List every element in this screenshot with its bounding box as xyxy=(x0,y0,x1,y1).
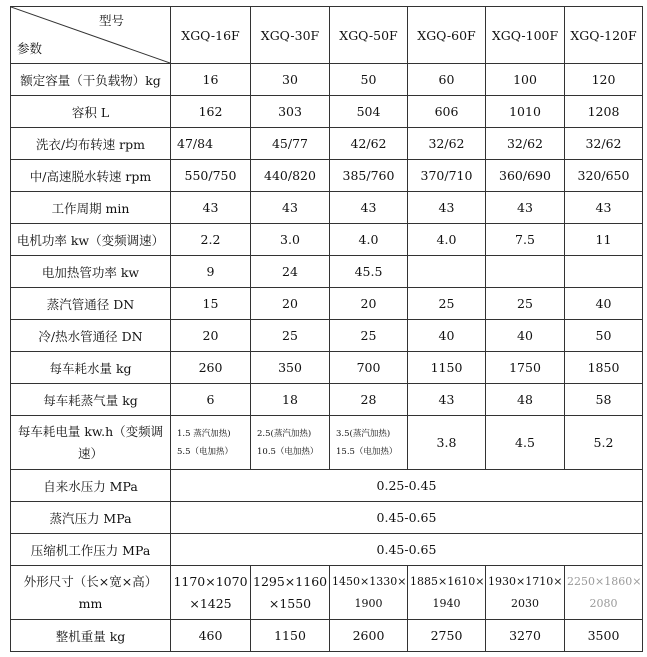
cell-value: 40 xyxy=(408,320,486,352)
cell-line: 2030 xyxy=(511,596,539,610)
row-label-line: mm xyxy=(78,595,103,611)
cell-value: 20 xyxy=(171,320,251,352)
cell-value: 25 xyxy=(408,288,486,320)
table-row xyxy=(11,384,643,416)
row-label: 洗衣/均布转速 rpm xyxy=(11,128,171,160)
cell-value: 7.5 xyxy=(486,224,565,256)
model-header: XGQ-30F xyxy=(251,7,330,64)
cell-line: ×1550 xyxy=(268,595,312,611)
cell-value-multiline xyxy=(251,416,330,470)
spec-table xyxy=(10,6,643,652)
cell-value: 3.8 xyxy=(408,416,486,470)
cell-value: 3500 xyxy=(565,620,643,652)
row-label: 每车耗电量 kw.h（变频调速） xyxy=(11,416,171,470)
table-row xyxy=(11,160,643,192)
cell-value: 4.0 xyxy=(330,224,408,256)
table-row xyxy=(11,352,643,384)
cell-value: 25 xyxy=(330,320,408,352)
cell-value: 9 xyxy=(171,256,251,288)
cell-value: 320/650 xyxy=(565,160,643,192)
cell-line: 10.5（电加热） xyxy=(257,446,319,457)
cell-value: 2.2 xyxy=(171,224,251,256)
cell-value-multiline xyxy=(251,566,330,620)
cell-line: 5.5（电加热） xyxy=(177,446,234,457)
cell-value: 3270 xyxy=(486,620,565,652)
row-label: 电加热管功率 kw xyxy=(11,256,171,288)
cell-value: 32/62 xyxy=(486,128,565,160)
header-row xyxy=(11,7,643,64)
parameter-header-label: 参数 xyxy=(17,41,43,56)
cell-value: 440/820 xyxy=(251,160,330,192)
cell-value: 6 xyxy=(171,384,251,416)
cell-value: 30 xyxy=(251,64,330,96)
cell-value: 100 xyxy=(486,64,565,96)
cell-value: 16 xyxy=(171,64,251,96)
cell-value: 43 xyxy=(251,192,330,224)
row-label: 自来水压力 MPa xyxy=(11,470,171,502)
cell-value: 25 xyxy=(486,288,565,320)
cell-value: 162 xyxy=(171,96,251,128)
cell-value: 5.2 xyxy=(565,416,643,470)
model-header: XGQ-100F xyxy=(486,7,565,64)
table-row xyxy=(11,64,643,96)
model-header: XGQ-120F xyxy=(565,7,643,64)
cell-line: 2080 xyxy=(589,596,618,610)
cell-value xyxy=(408,256,486,288)
cell-value: 42/62 xyxy=(330,128,408,160)
cell-value: 43 xyxy=(565,192,643,224)
cell-line: 1.5 蒸汽加热) xyxy=(177,428,231,439)
cell-value: 1850 xyxy=(565,352,643,384)
table-row xyxy=(11,288,643,320)
table-row xyxy=(11,128,643,160)
cell-value: 3.0 xyxy=(251,224,330,256)
cell-value: 260 xyxy=(171,352,251,384)
spec-table-container xyxy=(10,6,642,652)
model-header: XGQ-50F xyxy=(330,7,408,64)
cell-value: 2600 xyxy=(330,620,408,652)
cell-value: 303 xyxy=(251,96,330,128)
cell-line: 15.5（电加热） xyxy=(336,446,398,457)
cell-value: 11 xyxy=(565,224,643,256)
cell-value: 43 xyxy=(171,192,251,224)
cell-value: 40 xyxy=(486,320,565,352)
cell-value: 32/62 xyxy=(408,128,486,160)
row-label: 容积 L xyxy=(11,96,171,128)
row-label: 中/高速脱水转速 rpm xyxy=(11,160,171,192)
row-label: 冷/热水管通径 DN xyxy=(11,320,171,352)
table-row xyxy=(11,534,643,566)
table-row xyxy=(11,192,643,224)
cell-value: 1750 xyxy=(486,352,565,384)
cell-value: 460 xyxy=(171,620,251,652)
cell-value: 58 xyxy=(565,384,643,416)
row-label: 每车耗水量 kg xyxy=(11,352,171,384)
row-label: 整机重量 kg xyxy=(11,620,171,652)
cell-value: 504 xyxy=(330,96,408,128)
cell-value: 43 xyxy=(408,192,486,224)
cell-value: 50 xyxy=(330,64,408,96)
table-row xyxy=(11,566,643,620)
cell-value: 1150 xyxy=(408,352,486,384)
cell-value: 2750 xyxy=(408,620,486,652)
table-row xyxy=(11,620,643,652)
merged-cell-value: 0.25-0.45 xyxy=(171,470,643,502)
cell-line: 1940 xyxy=(432,596,461,610)
cell-value: 43 xyxy=(408,384,486,416)
cell-value: 20 xyxy=(330,288,408,320)
row-label: 电机功率 kw（变频调速） xyxy=(11,224,171,256)
cell-value: 4.5 xyxy=(486,416,565,470)
corner-header-cell xyxy=(11,7,171,64)
cell-value: 47/84 xyxy=(171,128,251,160)
cell-value: 1010 xyxy=(486,96,565,128)
cell-value-multiline xyxy=(171,566,251,620)
cell-line: 3.5(蒸汽加热) xyxy=(336,428,391,439)
cell-line: 2250×1860× xyxy=(567,574,642,588)
cell-value xyxy=(486,256,565,288)
model-header-label: 型号 xyxy=(98,13,124,28)
cell-value xyxy=(565,256,643,288)
cell-value: 606 xyxy=(408,96,486,128)
cell-value-multiline xyxy=(486,566,565,620)
cell-value-multiline xyxy=(330,416,408,470)
cell-value: 360/690 xyxy=(486,160,565,192)
merged-cell-value: 0.45-0.65 xyxy=(171,502,643,534)
table-row xyxy=(11,416,643,470)
cell-value: 18 xyxy=(251,384,330,416)
cell-value: 45/77 xyxy=(251,128,330,160)
cell-value: 40 xyxy=(565,288,643,320)
model-header: XGQ-60F xyxy=(408,7,486,64)
row-label: 压缩机工作压力 MPa xyxy=(11,534,171,566)
table-row xyxy=(11,502,643,534)
cell-value: 1150 xyxy=(251,620,330,652)
model-header: XGQ-16F xyxy=(171,7,251,64)
cell-value: 15 xyxy=(171,288,251,320)
cell-value: 43 xyxy=(486,192,565,224)
row-label xyxy=(11,566,171,620)
cell-value: 20 xyxy=(251,288,330,320)
cell-line: 1885×1610× xyxy=(410,574,485,588)
cell-value: 370/710 xyxy=(408,160,486,192)
row-label: 工作周期 min xyxy=(11,192,171,224)
row-label: 蒸汽压力 MPa xyxy=(11,502,171,534)
table-row xyxy=(11,256,643,288)
table-row xyxy=(11,96,643,128)
cell-value: 60 xyxy=(408,64,486,96)
cell-line: 2.5(蒸汽加热) xyxy=(257,428,312,439)
cell-line: 1930×1710× xyxy=(488,574,563,588)
cell-value: 43 xyxy=(330,192,408,224)
row-label: 每车耗蒸气量 kg xyxy=(11,384,171,416)
cell-value: 24 xyxy=(251,256,330,288)
cell-value: 50 xyxy=(565,320,643,352)
cell-value: 550/750 xyxy=(171,160,251,192)
cell-value: 45.5 xyxy=(330,256,408,288)
cell-line: 1900 xyxy=(354,596,383,610)
row-label: 蒸汽管通径 DN xyxy=(11,288,171,320)
table-row xyxy=(11,320,643,352)
cell-value-multiline xyxy=(408,566,486,620)
cell-value: 4.0 xyxy=(408,224,486,256)
cell-value: 1208 xyxy=(565,96,643,128)
cell-value: 25 xyxy=(251,320,330,352)
row-label-line: 外形尺寸（长×宽×高） xyxy=(23,573,158,589)
cell-value: 28 xyxy=(330,384,408,416)
cell-line: ×1425 xyxy=(189,595,232,611)
merged-cell-value: 0.45-0.65 xyxy=(171,534,643,566)
row-label: 额定容量（干负载物）kg xyxy=(11,64,171,96)
cell-line: 1295×1160 xyxy=(253,573,328,589)
cell-value: 700 xyxy=(330,352,408,384)
table-row xyxy=(11,224,643,256)
cell-value: 385/760 xyxy=(330,160,408,192)
cell-value: 32/62 xyxy=(565,128,643,160)
cell-value: 120 xyxy=(565,64,643,96)
cell-line: 1450×1330× xyxy=(332,574,407,588)
table-row xyxy=(11,470,643,502)
cell-value-multiline xyxy=(330,566,408,620)
cell-value: 350 xyxy=(251,352,330,384)
cell-value: 48 xyxy=(486,384,565,416)
cell-value-multiline xyxy=(565,566,643,620)
cell-value-multiline xyxy=(171,416,251,470)
cell-line: 1170×1070 xyxy=(173,573,248,589)
